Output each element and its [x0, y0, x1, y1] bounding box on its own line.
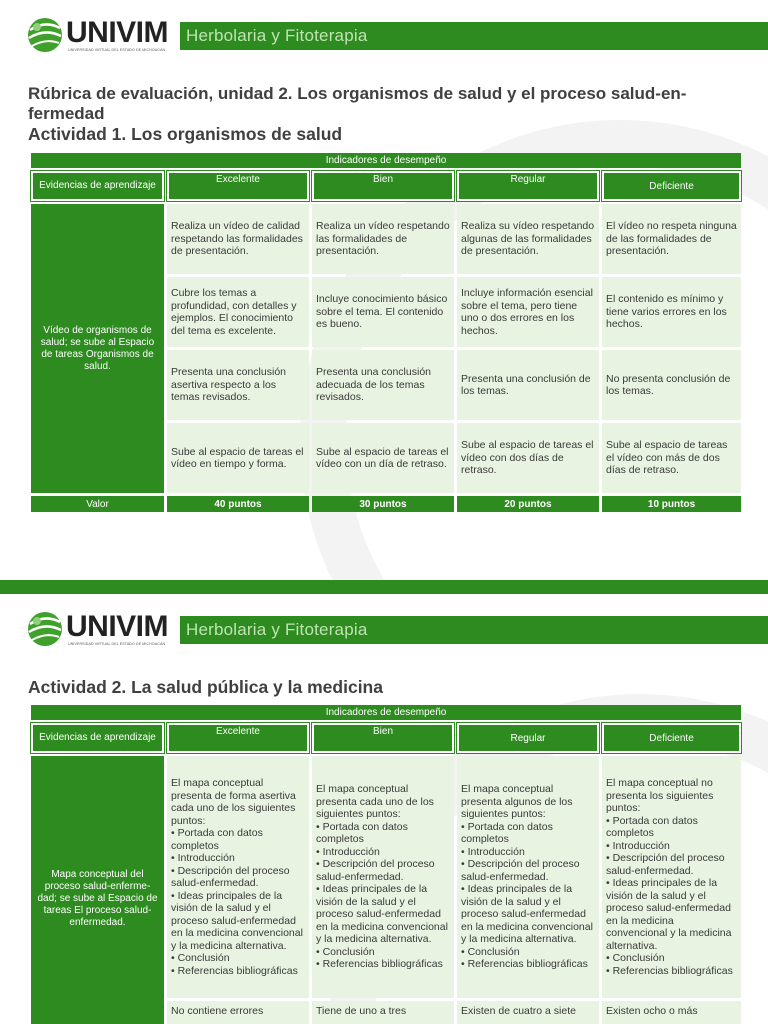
- criterion-cell: Presenta una conclusión asertiva respecto a los temas revisados.: [167, 350, 309, 420]
- activity-2-title: Actividad 2. La salud pública y la medicina: [28, 677, 383, 697]
- evidence-cell: Mapa conceptual del proceso salud-enferme-dad; se sube al Espacio de tareas El proceso salud-enfermedad.: [31, 756, 164, 1024]
- criterion-cell: No contiene errores: [167, 1001, 309, 1024]
- rubric-row: [31, 756, 741, 998]
- indicator-header: Indicadores de desempeño: [31, 705, 741, 720]
- rubric-table-activity-1: [28, 150, 744, 515]
- criterion-cell: Existen ocho o más: [602, 1001, 741, 1024]
- criterion-cell: El mapa conceptual presenta de forma asertiva cada uno de los siguientes puntos: • Portada con datos completos • Introducción • Descripción del proceso salud-enfermedad. • Ideas principales de la visión de la salud y el proceso salud-enfermedad en la medicina convencional y la medicina alternativa. • Conclusión • Referencias bibliográficas: [167, 756, 309, 998]
- value-deficiente: 10 puntos: [602, 496, 741, 512]
- value-regular: 20 puntos: [457, 496, 599, 512]
- criterion-cell: El mapa conceptual presenta cada uno de los siguientes puntos: • Portada con datos completos • Introducción • Descripción del proceso salud-enfermedad. • Ideas principales de la visión de la salud y el proceso salud-enfermedad en la medicina convencional y la medicina alternativa. • Conclusión • Referencias bibliográficas: [312, 756, 454, 998]
- course-title: Herbolaria y Fitoterapia: [186, 26, 368, 45]
- brand-tagline: UNIVERSIDAD VIRTUAL DEL ESTADO DE MICHOACÁN: [68, 48, 166, 52]
- criterion-cell: Realiza un vídeo de calidad respetando las formalidades de presentación.: [167, 204, 309, 274]
- value-excelente: 40 puntos: [167, 496, 309, 512]
- criterion-cell: Existen de cuatro a siete: [457, 1001, 599, 1024]
- rubric-title: Rúbrica de evaluación, unidad 2. Los organismos de salud y el proceso salud-en-fermedad: [28, 84, 687, 123]
- column-header-evidence: Evidencias de aprendizaje: [31, 171, 164, 201]
- rubric-row: [31, 204, 741, 274]
- column-header-row: [31, 171, 741, 201]
- column-header-regular: Regular: [457, 723, 599, 753]
- criterion-cell: Sube al espacio de tareas el vídeo con un día de retraso.: [312, 423, 454, 493]
- criterion-cell: Cubre los temas a profundidad, con detalles y ejemplos. El conocimiento del tema es excelente.: [167, 277, 309, 347]
- column-header-bien: Bien: [312, 723, 454, 753]
- criterion-cell: Presenta una conclusión adecuada de los temas revisados.: [312, 350, 454, 420]
- page-separator: [0, 580, 768, 594]
- rubric-table-activity-2: [28, 702, 744, 1024]
- criterion-cell: Sube al espacio de tareas el vídeo en tiempo y forma.: [167, 423, 309, 493]
- value-bien: 30 puntos: [312, 496, 454, 512]
- column-header-row: [31, 723, 741, 753]
- activity-1-title: Actividad 1. Los organismos de salud: [28, 124, 343, 144]
- criterion-cell: Incluye conocimiento básico sobre el tema. El contenido es bueno.: [312, 277, 454, 347]
- criterion-cell: Presenta una conclusión de los temas.: [457, 350, 599, 420]
- criterion-cell: Incluye información esencial sobre el tema, pero tiene uno o dos errores en los hechos.: [457, 277, 599, 347]
- column-header-regular: Regular: [457, 171, 599, 201]
- column-header-excelente: Excelente: [167, 723, 309, 753]
- criterion-cell: El mapa conceptual presenta algunos de los siguientes puntos: • Portada con datos completos • Introducción • Descripción del proceso salud-enfermedad. • Ideas principales de la visión de la salud y el proceso salud-enfermedad en la medicina convencional y la medicina alternativa. • Conclusión • Referencias bibliográficas: [457, 756, 599, 998]
- value-label: Valor: [31, 496, 164, 512]
- evidence-cell: Vídeo de organismos de salud; se sube al Espacio de tareas Organismos de salud.: [31, 204, 164, 493]
- globe-logo-icon: [26, 16, 64, 54]
- brand-name: UNIVIM: [66, 610, 168, 643]
- criterion-cell: El mapa conceptual no presenta los siguientes puntos: • Portada con datos completos • Introducción • Descripción del proceso salud-enfermedad. • Ideas principales de la visión de la salud y el proceso salud-enfermedad en la medicina convencional y la medicina alternativa. • Conclusión • Referencias bibliográficas: [602, 756, 741, 998]
- course-title: Herbolaria y Fitoterapia: [186, 620, 368, 639]
- criterion-cell: El vídeo no respeta ninguna de las formalidades de presentación.: [602, 204, 741, 274]
- criterion-cell: Sube al espacio de tareas el vídeo con dos días de retraso.: [457, 423, 599, 493]
- criterion-cell: Sube al espacio de tareas el vídeo con más de dos días de retraso.: [602, 423, 741, 493]
- indicator-header-row: [31, 705, 741, 720]
- brand-tagline: UNIVERSIDAD VIRTUAL DEL ESTADO DE MICHOACÁN: [68, 642, 166, 646]
- value-row: [31, 496, 741, 512]
- brand-name: UNIVIM: [66, 16, 168, 49]
- globe-logo-icon: [26, 610, 64, 648]
- indicator-header-row: [31, 153, 741, 168]
- course-header-bar: [180, 22, 768, 50]
- column-header-deficiente: Deficiente: [602, 723, 741, 753]
- univim-logo: [26, 16, 176, 58]
- indicator-header: Indicadores de desempeño: [31, 153, 741, 168]
- column-header-evidence: Evidencias de aprendizaje: [31, 723, 164, 753]
- univim-logo: [26, 610, 176, 652]
- criterion-cell: Tiene de uno a tres: [312, 1001, 454, 1024]
- column-header-bien: Bien: [312, 171, 454, 201]
- course-header-bar: [180, 616, 768, 644]
- criterion-cell: No presenta conclusión de los temas.: [602, 350, 741, 420]
- column-header-excelente: Excelente: [167, 171, 309, 201]
- criterion-cell: Realiza un vídeo respetando las formalidades de presentación.: [312, 204, 454, 274]
- rubric-page-2: [0, 594, 768, 1024]
- criterion-cell: Realiza su vídeo respetando algunas de las formalidades de presentación.: [457, 204, 599, 274]
- criterion-cell: El contenido es mínimo y tiene varios errores en los hechos.: [602, 277, 741, 347]
- column-header-deficiente: Deficiente: [602, 171, 741, 201]
